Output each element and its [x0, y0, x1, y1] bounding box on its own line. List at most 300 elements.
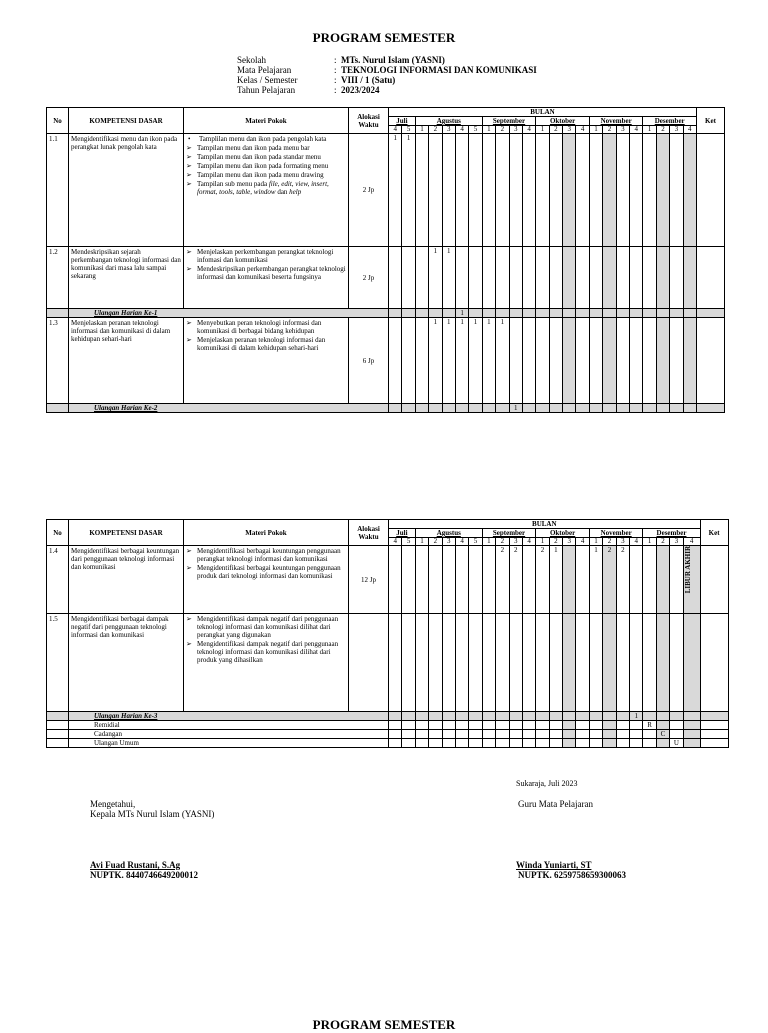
week-cell	[589, 614, 602, 712]
kompetensi-dasar: Mengidentifikasi menu dan ikon pada perangkat lunak pengolah kata	[69, 134, 184, 247]
table-row	[47, 318, 725, 404]
week-cell	[670, 712, 683, 721]
week-cell	[442, 134, 455, 247]
week-cell	[389, 739, 402, 748]
header-week: 1	[536, 126, 549, 134]
table-row	[47, 546, 729, 614]
table-row	[47, 614, 729, 712]
header-week: 1	[536, 538, 549, 546]
header-week: 2	[549, 126, 562, 134]
header-kompetensi-dasar: KOMPETENSI DASAR	[69, 108, 184, 134]
week-cell	[536, 739, 549, 748]
week-cell	[656, 134, 669, 247]
week-cell	[630, 134, 643, 247]
row-label: Cadangan	[69, 730, 389, 739]
week-cell	[603, 318, 616, 404]
header-week: 1	[482, 126, 495, 134]
header-week: 2	[656, 538, 669, 546]
week-cell	[442, 730, 455, 739]
week-cell	[563, 712, 576, 721]
week-cell	[469, 721, 482, 730]
header-week: 3	[442, 538, 455, 546]
week-cell	[402, 739, 415, 748]
week-cell	[389, 730, 402, 739]
week-cell	[469, 614, 482, 712]
materi-item: ➢ Mengidentifikasi dampak negatif dari penggunaan teknologi informasi dan komunikasi dilihat dari produk yang dihasilkan	[186, 640, 339, 664]
arrow-icon: •	[188, 135, 191, 143]
week-cell	[402, 318, 415, 404]
week-cell	[389, 247, 402, 309]
week-cell	[429, 712, 442, 721]
week-cell	[616, 134, 629, 247]
week-cell	[670, 614, 683, 712]
week-cell	[402, 546, 415, 614]
header-week: 4	[522, 538, 535, 546]
week-cell	[455, 546, 468, 614]
week-cell	[496, 309, 509, 318]
week-cell	[589, 309, 602, 318]
week-cell	[563, 309, 576, 318]
libur-akhir-label: LIBUR AKHIR	[683, 546, 692, 594]
week-cell	[536, 134, 549, 247]
week-cell	[683, 247, 696, 309]
header-week: 2	[496, 126, 509, 134]
week-cell	[656, 318, 669, 404]
week-cell	[496, 739, 509, 748]
table-row	[47, 712, 729, 721]
week-cell	[402, 712, 415, 721]
week-cell	[522, 404, 535, 413]
header-week: 3	[563, 538, 576, 546]
materi-pokok	[184, 546, 349, 614]
materi-item: ➢ Tampilan menu dan ikon pada menu drawing	[186, 171, 324, 179]
week-cell	[563, 739, 576, 748]
week-cell	[616, 247, 629, 309]
header-week: 3	[563, 126, 576, 134]
week-cell	[616, 614, 629, 712]
week-cell	[455, 614, 468, 712]
week-cell	[455, 721, 468, 730]
week-cell	[469, 404, 482, 413]
week-cell	[576, 134, 589, 247]
week-cell: C	[656, 730, 669, 739]
arrow-icon: ➢	[186, 162, 192, 170]
week-cell	[683, 309, 696, 318]
week-cell	[549, 614, 562, 712]
week-cell	[576, 739, 589, 748]
header-month: September	[482, 117, 536, 126]
week-cell	[415, 318, 428, 404]
week-cell: 2	[509, 546, 522, 614]
row-label: Remidial	[69, 721, 389, 730]
week-cell	[509, 739, 522, 748]
week-cell	[549, 739, 562, 748]
head-title: Kepala MTs Nurul Islam (YASNI)	[90, 809, 215, 819]
header-week: 3	[509, 126, 522, 134]
week-cell	[630, 614, 643, 712]
week-cell	[496, 247, 509, 309]
week-cell	[549, 721, 562, 730]
week-cell	[482, 721, 495, 730]
week-cell	[630, 546, 643, 614]
week-cell	[429, 404, 442, 413]
week-cell	[683, 721, 700, 730]
teacher-name: Winda Yuniarti, ST	[516, 860, 592, 870]
info-row-subject: Mata Pelajaran : TEKNOLOGI INFORMASI DAN KOMUNIKASI	[237, 65, 537, 75]
week-cell	[576, 730, 589, 739]
week-cell	[576, 318, 589, 404]
week-cell	[683, 730, 700, 739]
week-cell	[429, 721, 442, 730]
week-cell: 2	[496, 546, 509, 614]
week-cell	[496, 614, 509, 712]
materi-item: ➢ Tampilan menu dan ikon pada menu bar	[186, 144, 310, 152]
week-cell	[482, 404, 495, 413]
week-cell	[589, 404, 602, 413]
header-week: 4	[683, 126, 696, 134]
week-cell	[630, 318, 643, 404]
header-week: 5	[469, 126, 482, 134]
week-cell	[509, 134, 522, 247]
week-cell	[549, 404, 562, 413]
header-alokasi-waktu: Alokasi Waktu	[349, 520, 389, 546]
week-cell	[415, 739, 428, 748]
week-cell	[670, 247, 683, 309]
table-row	[47, 739, 729, 748]
week-cell: 1	[496, 318, 509, 404]
header-week: 1	[589, 538, 602, 546]
week-cell	[415, 247, 428, 309]
week-cell	[429, 730, 442, 739]
week-cell	[656, 546, 669, 614]
week-cell	[576, 309, 589, 318]
week-cell	[656, 247, 669, 309]
week-cell	[589, 730, 602, 739]
table-row	[47, 404, 725, 413]
alokasi-waktu	[349, 614, 389, 712]
week-cell	[616, 712, 629, 721]
week-cell: 1	[469, 318, 482, 404]
header-week: 1	[643, 126, 656, 134]
week-cell	[576, 721, 589, 730]
week-cell	[442, 614, 455, 712]
week-cell	[576, 614, 589, 712]
week-cell	[482, 614, 495, 712]
materi-item: ➢ Mengidentifikasi berbagai keuntungan penggunaan produk dari teknologi informasi dan komunikasi	[186, 564, 341, 580]
week-cell	[442, 721, 455, 730]
header-week: 2	[603, 126, 616, 134]
alokasi-waktu: 2 Jp	[349, 247, 389, 309]
week-cell	[522, 546, 535, 614]
week-cell	[415, 730, 428, 739]
week-cell	[589, 134, 602, 247]
kompetensi-dasar: Mengidentifikasi berbagai dampak negatif dari penggunaan teknologi informasi dan komunikasi	[69, 614, 184, 712]
week-cell	[630, 309, 643, 318]
kd-number: 1.3	[47, 318, 69, 404]
week-cell	[603, 134, 616, 247]
header-week: 4	[522, 126, 535, 134]
header-month: Juli	[389, 117, 416, 126]
week-cell	[670, 730, 683, 739]
materi-pokok	[184, 614, 349, 712]
header-week: 4	[389, 538, 402, 546]
week-cell	[670, 318, 683, 404]
week-cell	[429, 134, 442, 247]
week-cell	[402, 404, 415, 413]
week-cell	[389, 309, 402, 318]
week-cell	[616, 721, 629, 730]
week-cell	[415, 546, 428, 614]
week-cell	[442, 739, 455, 748]
knowing-label: Mengetahui,	[90, 799, 136, 809]
week-cell	[455, 134, 468, 247]
week-cell	[482, 134, 495, 247]
week-cell	[563, 404, 576, 413]
week-cell	[589, 721, 602, 730]
header-month: Juli	[389, 529, 416, 538]
ket-cell	[700, 546, 728, 614]
week-cell	[429, 546, 442, 614]
header-week: 4	[455, 538, 468, 546]
materi-item: ➢ Mengidentifikasi dampak negatif dari penggunaan teknologi informasi dan komunikasi dilihat dari perangkat yang digunakan	[186, 615, 339, 639]
week-cell	[496, 134, 509, 247]
table-row	[47, 309, 725, 318]
header-week: 3	[442, 126, 455, 134]
week-cell	[643, 546, 656, 614]
header-week: 4	[630, 538, 643, 546]
arrow-icon: ➢	[186, 615, 192, 623]
week-cell	[509, 614, 522, 712]
materi-item: ➢ Menyebutkan peran teknologi informasi dan komunikasi di berbagai bidang kehidupan	[186, 319, 322, 335]
week-cell	[415, 404, 428, 413]
week-cell	[589, 318, 602, 404]
header-week: 2	[429, 538, 442, 546]
week-cell	[429, 309, 442, 318]
week-cell	[522, 730, 535, 739]
week-cell	[563, 318, 576, 404]
week-cell: 1	[482, 318, 495, 404]
header-week: 4	[455, 126, 468, 134]
week-cell	[549, 712, 562, 721]
week-cell	[630, 730, 643, 739]
header-week: 1	[415, 538, 428, 546]
week-cell	[442, 546, 455, 614]
week-cell	[603, 404, 616, 413]
week-cell	[482, 730, 495, 739]
week-cell: 1	[455, 318, 468, 404]
week-cell	[482, 739, 495, 748]
kompetensi-dasar: Mendeskripsikan sejarah perkembangan teknologi informasi dan komunikasi dari masa lalu sampai sekarang	[69, 247, 184, 309]
header-week: 4	[683, 538, 700, 546]
week-cell	[536, 318, 549, 404]
week-cell	[522, 318, 535, 404]
week-cell	[482, 309, 495, 318]
header-week: 4	[630, 126, 643, 134]
week-cell: 1	[442, 318, 455, 404]
table-row	[47, 134, 725, 247]
header-week: 3	[670, 538, 683, 546]
materi-pokok	[184, 134, 349, 247]
week-cell	[656, 721, 669, 730]
week-cell	[643, 309, 656, 318]
week-cell: 1	[389, 134, 402, 247]
week-cell	[442, 712, 455, 721]
week-cell	[496, 404, 509, 413]
header-week: 4	[576, 538, 589, 546]
week-cell	[469, 739, 482, 748]
week-cell	[549, 309, 562, 318]
week-cell	[402, 309, 415, 318]
header-month: Agustus	[415, 117, 482, 126]
week-cell	[496, 712, 509, 721]
header-week: 1	[482, 538, 495, 546]
week-cell	[630, 247, 643, 309]
header-month: Oktober	[536, 529, 590, 538]
week-cell	[603, 739, 616, 748]
table-row	[47, 721, 729, 730]
ulangan-harian-label: Ulangan Harian Ke-2	[69, 404, 389, 413]
header-month: Desember	[643, 117, 697, 126]
kompetensi-dasar: Mengidentifikasi berbagai keuntungan dari penggunaan teknologi informasi dan komunikasi	[69, 546, 184, 614]
week-cell	[415, 134, 428, 247]
alokasi-waktu: 12 Jp	[349, 546, 389, 614]
header-week: 4	[389, 126, 402, 134]
week-cell	[563, 247, 576, 309]
week-cell	[469, 730, 482, 739]
materi-item: ➢ Mendeskripsikan perkembangan perangkat teknologi informasi dan komunikasi beserta fungsinya	[186, 265, 346, 281]
next-page-title: PROGRAM SEMESTER	[312, 1017, 456, 1032]
week-cell	[509, 309, 522, 318]
header-week: 3	[509, 538, 522, 546]
page-title: PROGRAM SEMESTER	[312, 30, 456, 45]
kd-number: 1.2	[47, 247, 69, 309]
week-cell	[482, 712, 495, 721]
header-month: September	[482, 529, 536, 538]
kd-number: 1.4	[47, 546, 69, 614]
week-cell	[576, 712, 589, 721]
header-month: November	[589, 117, 643, 126]
week-cell	[402, 730, 415, 739]
week-cell	[496, 730, 509, 739]
week-cell: 2	[616, 546, 629, 614]
header-week: 4	[576, 126, 589, 134]
week-cell	[643, 134, 656, 247]
header-week: 2	[429, 126, 442, 134]
table-row	[47, 247, 725, 309]
ket-cell	[696, 318, 724, 404]
school-info	[237, 55, 537, 95]
header-week: 1	[589, 126, 602, 134]
info-row-year: Tahun Pelajaran : 2023/2024	[237, 85, 380, 95]
week-cell	[536, 614, 549, 712]
header-month: November	[589, 529, 643, 538]
week-cell	[415, 309, 428, 318]
arrow-icon: ➢	[186, 336, 192, 344]
header-month: Desember	[643, 529, 700, 538]
arrow-icon: ➢	[186, 319, 192, 327]
week-cell	[603, 247, 616, 309]
week-cell	[455, 247, 468, 309]
kd-number: 1.1	[47, 134, 69, 247]
header-week: 3	[670, 126, 683, 134]
week-cell	[509, 318, 522, 404]
header-alokasi-waktu: Alokasi Waktu	[349, 108, 389, 134]
week-cell	[549, 318, 562, 404]
week-cell	[683, 712, 700, 721]
materi-item: ➢ Tampilan menu dan ikon pada formating menu	[186, 162, 329, 170]
arrow-icon: ➢	[186, 180, 192, 188]
week-cell	[616, 739, 629, 748]
week-cell	[616, 404, 629, 413]
week-cell	[549, 247, 562, 309]
header-week: 2	[656, 126, 669, 134]
week-cell	[402, 721, 415, 730]
week-cell: U	[670, 739, 683, 748]
week-cell	[536, 404, 549, 413]
week-cell	[603, 712, 616, 721]
week-cell: 1	[429, 247, 442, 309]
arrow-icon: ➢	[186, 564, 192, 572]
week-cell	[469, 712, 482, 721]
header-kompetensi-dasar: KOMPETENSI DASAR	[69, 520, 184, 546]
week-cell	[563, 134, 576, 247]
week-cell	[643, 247, 656, 309]
week-cell	[389, 721, 402, 730]
week-cell: 1	[589, 546, 602, 614]
table-row	[47, 730, 729, 739]
header-week: 5	[402, 538, 415, 546]
materi-item: ➢ Menjelaskan peranan teknologi informasi dan komunikasi di dalam kehidupan sehari-hari	[186, 336, 326, 352]
week-cell	[509, 247, 522, 309]
week-cell	[536, 309, 549, 318]
week-cell	[509, 721, 522, 730]
week-cell	[522, 134, 535, 247]
info-row-school: Sekolah : MTs. Nurul Islam (YASNI)	[237, 55, 445, 65]
week-cell	[630, 404, 643, 413]
week-cell	[389, 546, 402, 614]
alokasi-waktu: 2 Jp	[349, 134, 389, 247]
week-cell	[656, 712, 669, 721]
week-cell	[469, 134, 482, 247]
header-bulan: BULAN	[389, 108, 697, 117]
week-cell	[616, 318, 629, 404]
week-cell	[496, 721, 509, 730]
week-cell	[509, 712, 522, 721]
week-cell	[683, 134, 696, 247]
arrow-icon: ➢	[186, 640, 192, 648]
header-month: Agustus	[415, 529, 482, 538]
header-ket: Ket	[696, 108, 724, 134]
week-cell	[482, 546, 495, 614]
week-cell: 1	[455, 309, 468, 318]
place-date: Sukaraja, Juli 2023	[516, 779, 578, 788]
week-cell	[643, 739, 656, 748]
week-cell: 2	[603, 546, 616, 614]
week-cell: 1	[509, 404, 522, 413]
arrow-icon: ➢	[186, 265, 192, 273]
arrow-icon: ➢	[186, 248, 192, 256]
week-cell	[469, 546, 482, 614]
week-cell	[670, 134, 683, 247]
week-cell	[522, 721, 535, 730]
header-week: 5	[469, 538, 482, 546]
week-cell	[603, 309, 616, 318]
header-no: No	[47, 520, 69, 546]
week-cell	[643, 614, 656, 712]
week-cell	[429, 614, 442, 712]
week-cell	[563, 546, 576, 614]
week-cell	[522, 309, 535, 318]
